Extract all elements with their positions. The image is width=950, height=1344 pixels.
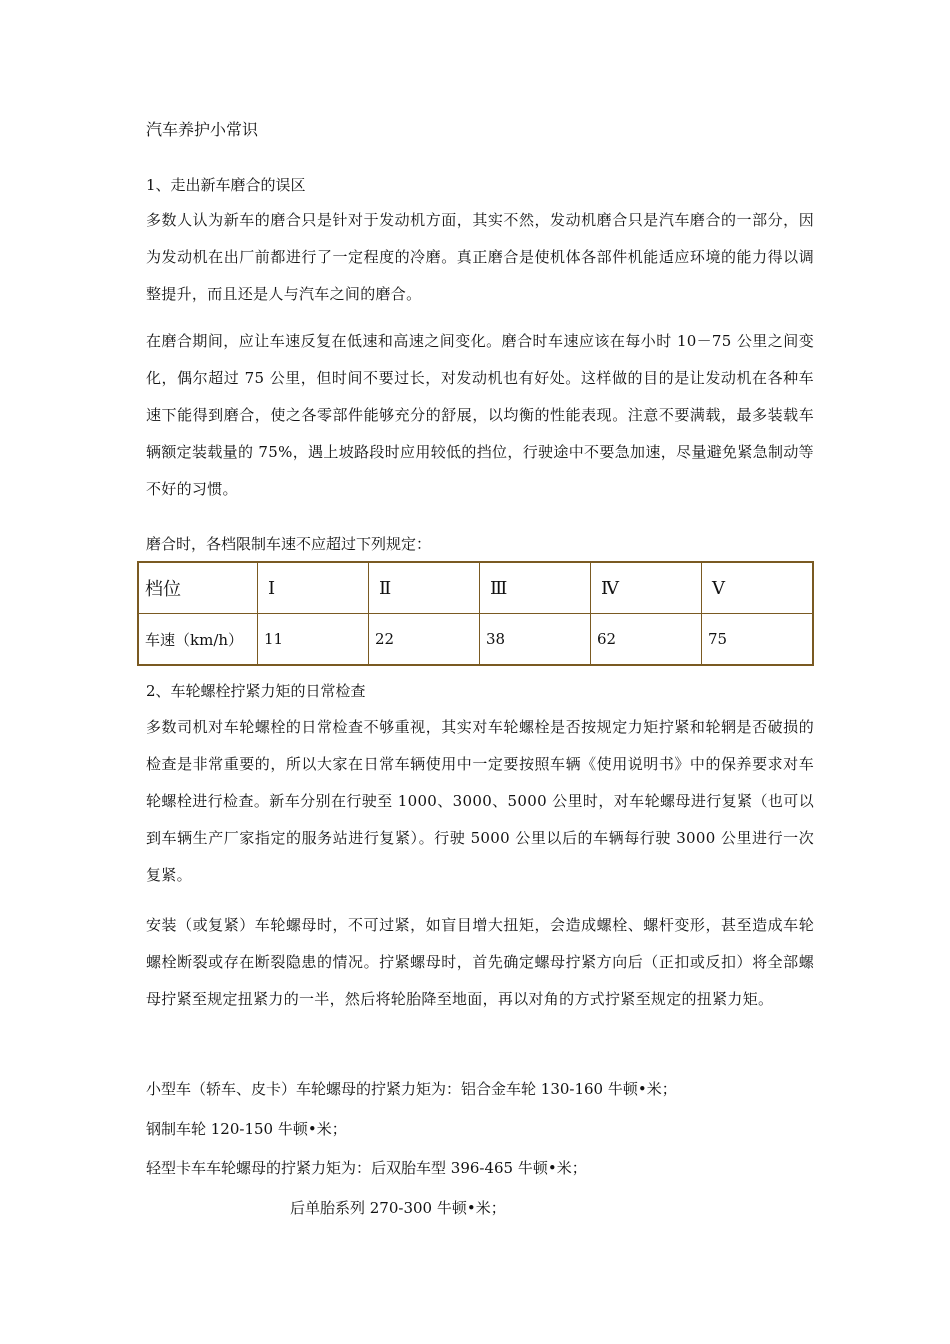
table-cell: 38 [480,614,591,666]
table-cell: 22 [369,614,480,666]
table-row [138,614,813,666]
section-2-paragraph-2: 安装（或复紧）车轮螺母时，不可过紧，如盲目增大扭矩，会造成螺栓、螺杆变形，甚至造成车轮螺栓断裂或存在断裂隐患的情况。拧紧螺母时，首先确定螺母拧紧方向后（正扣或反扣）将全部螺母拧紧至规定扭紧力的一半，然后将轮胎降至地面，再以对角的方式拧紧至规定的扭紧力矩。 [146,916,814,1008]
table-cell: 11 [258,614,369,666]
table-header-row [138,562,813,614]
table-cell: Ⅳ [591,562,702,614]
table-cell: 车速（km/h） [138,614,258,666]
table-cell: Ⅲ [480,562,591,614]
section-1-paragraph-1: 多数人认为新车的磨合只是针对于发动机方面，其实不然，发动机磨合只是汽车磨合的一部分，因为发动机在出厂前都进行了一定程度的冷磨。真正磨合是使机体各部件机能适应环境的能力得以调整提升，而且还是人与汽车之间的磨合。 [146,211,814,303]
section-2-heading: 2、车轮螺栓拧紧力矩的日常检查 [146,682,366,700]
document-title: 汽车养护小常识 [146,120,259,139]
torque-line-1: 小型车（轿车、皮卡）车轮螺母的拧紧力矩为：铝合金车轮 130-160 牛顿•米； [146,1080,677,1098]
table-cell: 62 [591,614,702,666]
section-1-paragraph-2: 在磨合期间，应让车速反复在低速和高速之间变化。磨合时车速应该在每小时 10－75 公里之间变化，偶尔超过 75 公里，但时间不要过长，对发动机也有好处。这样做的目的是让发动机在各种车速下能得到磨合，使之各零部件能够充分的舒展，以均衡的性能表现。注意不要满载，最多装载车辆额定装载量的 75%，遇上坡路段时应用较低的挡位，行驶途中不要急加速，尽量避免紧急制动等不好的习惯。 [146,332,814,498]
table-cell: 档位 [138,562,258,614]
table-cell: Ⅴ [702,562,814,614]
table-cell: 75 [702,614,814,666]
torque-line-2: 钢制车轮 120-150 牛顿•米； [146,1120,347,1138]
gear-speed-table [137,561,814,666]
section-2-paragraph-1: 多数司机对车轮螺栓的日常检查不够重视，其实对车轮螺栓是否按规定力矩拧紧和轮辋是否破损的检查是非常重要的，所以大家在日常车辆使用中一定要按照车辆《使用说明书》中的保养要求对车轮螺栓进行检查。新车分别在行驶至 1000、3000、5000 公里时，对车轮螺母进行复紧（也可以到车辆生产厂家指定的服务站进行复紧）。行驶 5000 公里以后的车辆每行驶 3000 公里进行一次复紧。 [146,718,814,884]
torque-line-3: 轻型卡车车轮螺母的拧紧力矩为：后双胎车型 396-465 牛顿•米； [146,1159,587,1177]
torque-line-4: 后单胎系列 270-300 牛顿•米； [290,1199,506,1217]
table-cell: Ⅰ [258,562,369,614]
table-cell: Ⅱ [369,562,480,614]
table-intro: 磨合时，各档限制车速不应超过下列规定： [146,535,432,553]
section-1-heading: 1、走出新车磨合的误区 [146,176,306,194]
